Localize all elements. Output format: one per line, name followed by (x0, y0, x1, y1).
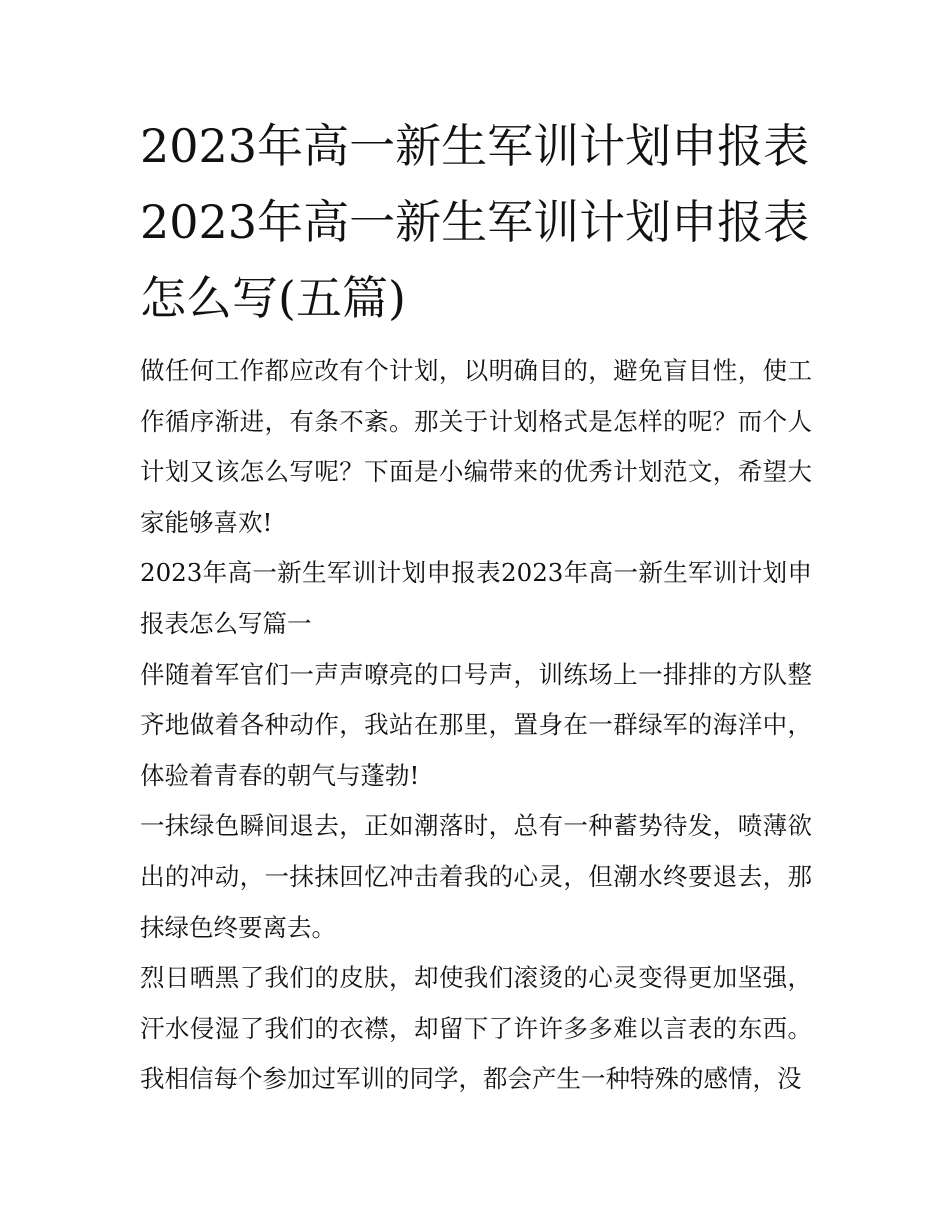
paragraph-section-heading: 2023年高一新生军训计划申报表2023年高一新生军训计划申报表怎么写篇一 (140, 558, 812, 638)
document-title: 2023年高一新生军训计划申报表2023年高一新生军训计划申报表怎么写(五篇) (140, 119, 810, 325)
paragraph-sun-and-sweat: 烈日晒黑了我们的皮肤，却使我们滚烫的心灵变得更加坚强，汗水侵湿了我们的衣襟，却留下了许许多多难以言表的东西。我相信每个参加过军训的同学，都会产生一种特殊的感情，没 (140, 963, 812, 1094)
document-page (140, 108, 812, 1105)
paragraph-training-field: 伴随着军官们一声声嘹亮的口号声，训练场上一排排的方队整齐地做着各种动作，我站在那里，置身在一群绿军的海洋中，体验着青春的朝气与蓬勃! (140, 659, 812, 790)
paragraph-intro: 做任何工作都应改有个计划，以明确目的，避免盲目性，使工作循序渐进，有条不紊。那关于计划格式是怎样的呢？而个人计划又该怎么写呢？下面是小编带来的优秀计划范文，希望大家能够喜欢! (140, 356, 812, 537)
paragraph-green-memory: 一抹绿色瞬间退去，正如潮落时，总有一种蓄势待发，喷薄欲出的冲动，一抹抹回忆冲击着我的心灵，但潮水终要退去，那抹绿色终要离去。 (140, 811, 812, 942)
